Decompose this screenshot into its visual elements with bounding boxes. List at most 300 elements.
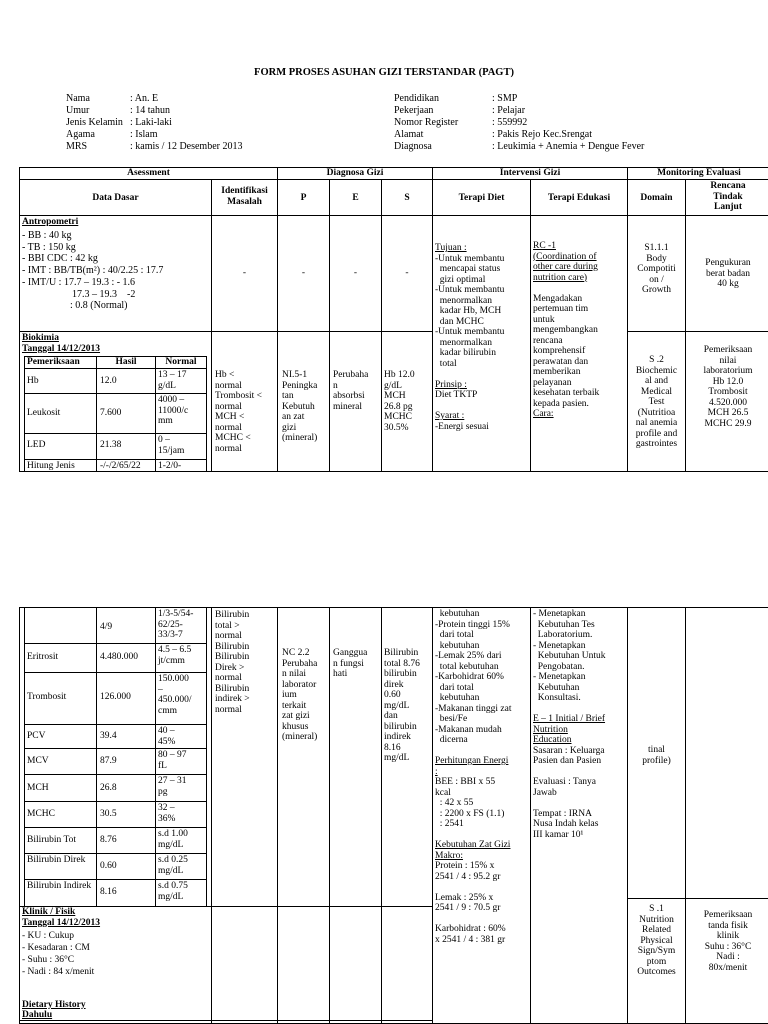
text-line: Sasaran : Keluarga xyxy=(533,745,605,756)
text-line: Test xyxy=(648,397,665,407)
text-line: Peningka xyxy=(282,380,318,391)
text-line: menormalkan xyxy=(435,337,492,348)
text-line: Hb 12.0 xyxy=(712,376,744,387)
patient-info-label: Pekerjaan xyxy=(394,105,434,116)
text-line: Growth xyxy=(641,285,672,295)
text-line: 80x/menit xyxy=(708,962,748,973)
text-line: -Makanan mudah xyxy=(435,724,502,735)
text-line: Perhitungan Energi xyxy=(435,756,509,766)
patient-info-value: : An. E xyxy=(130,93,159,104)
text-line: normal xyxy=(215,704,242,715)
text-line: - Menetapkan xyxy=(533,640,586,651)
text-line: – xyxy=(158,684,163,695)
text-line: Compotiti xyxy=(637,264,676,274)
header-monitoring: Monitoring Evaluasi xyxy=(657,168,741,178)
text-line: Kebutuhan xyxy=(533,682,580,693)
patient-info-label: Diagnosa xyxy=(394,141,432,152)
text-line: Hb < xyxy=(215,370,235,380)
header-s: S xyxy=(404,193,410,203)
text-line: tan xyxy=(282,391,294,401)
text-line: n xyxy=(333,380,338,391)
patient-info-label: Jenis Kelamin xyxy=(66,117,123,128)
text-line: normal xyxy=(215,422,242,433)
text-line xyxy=(533,798,606,809)
antropometri-line: 17.3 – 19.3 -2 xyxy=(72,288,136,300)
lab-name: MCHC xyxy=(27,809,55,819)
p2-p xyxy=(282,648,317,743)
text-line: s.d 0.25 xyxy=(158,855,188,865)
p2-terapi-edukasi xyxy=(533,609,606,840)
text-line: 32 – xyxy=(158,803,175,813)
text-line: 26.8 pg xyxy=(384,401,413,412)
lab-hasil: 12.0 xyxy=(100,376,117,386)
p1-rencana2 xyxy=(686,345,768,429)
text-line: -Makanan tinggi zat xyxy=(435,703,512,714)
text-line: normal xyxy=(215,673,242,683)
text-line: MCH 26.5 xyxy=(707,408,749,418)
text-line xyxy=(435,830,512,841)
text-line: total 8.76 xyxy=(384,658,420,669)
text-line: 45% xyxy=(158,736,176,747)
text-line: E – 1 Initial / Brief xyxy=(533,714,606,724)
text-line: : 42 x 55 xyxy=(435,798,474,808)
text-line: 450.000/ xyxy=(158,695,192,705)
text-line: kebutuhan xyxy=(435,693,480,703)
text-line: Mengadakan xyxy=(533,293,583,304)
text-line: Bilirubin xyxy=(215,683,250,694)
header-diagnosa: Diagnosa Gizi xyxy=(326,168,384,178)
text-line: -Lemak 25% dari xyxy=(435,651,502,661)
header-terapi-edukasi: Terapi Edukasi xyxy=(547,193,611,203)
text-line: ptom xyxy=(646,956,667,967)
text-line: Konsultasi. xyxy=(533,693,581,703)
lab-name: LED xyxy=(27,440,46,450)
text-line: Education xyxy=(533,735,572,745)
text-line: 4000 – xyxy=(158,395,185,405)
lab-hasil: 0.60 xyxy=(100,861,117,871)
p1-identifikasi xyxy=(215,370,262,454)
antro-e-dash: - xyxy=(353,268,358,278)
lab-hasil: 8.16 xyxy=(100,887,117,897)
text-line: Tindak xyxy=(713,191,743,202)
text-line: kcal xyxy=(435,787,451,798)
text-line: NC 2.2 xyxy=(282,648,310,658)
text-line: Trombosit xyxy=(708,387,748,397)
text-line: Laboratorium. xyxy=(533,630,593,640)
text-line: MCHC < xyxy=(215,433,251,443)
text-line xyxy=(435,882,512,893)
antropometri-line: - IMT/U : 17.7 – 19.3 : - 1.6 xyxy=(22,276,136,288)
lab-name: MCH xyxy=(27,783,49,793)
text-line: an zat xyxy=(282,412,305,422)
text-line: Direk > xyxy=(215,662,245,673)
text-line: (mineral) xyxy=(282,732,318,742)
p1-domain1 xyxy=(628,243,685,296)
text-line: Makro: xyxy=(435,850,463,861)
text-line: bilirubin xyxy=(384,669,417,679)
text-line: Body xyxy=(646,253,667,264)
lab-normal xyxy=(158,829,188,850)
text-line xyxy=(533,767,606,778)
lab-normal xyxy=(158,674,192,716)
text-line: 15/jam xyxy=(158,445,185,456)
patient-info-value: : SMP xyxy=(492,93,518,104)
lab-name: MCV xyxy=(27,756,49,766)
text-line: 40 kg xyxy=(717,279,739,289)
text-line: Bilirubin xyxy=(215,610,250,620)
text-line: Biochemic xyxy=(635,365,678,376)
text-line: Kebutuhan Untuk xyxy=(533,651,606,661)
text-line: s.d 1.00 xyxy=(158,829,188,839)
text-line xyxy=(435,401,504,412)
p1-s xyxy=(384,370,415,433)
text-line: zat gizi xyxy=(282,711,310,721)
text-line: 4.520.000 xyxy=(709,397,747,408)
header-intervensi: Intervensi Gizi xyxy=(499,168,561,178)
text-line: -Untuk membantu xyxy=(435,253,505,264)
antropometri-title: Antropometri xyxy=(22,217,79,227)
patient-info-value: : Leukimia + Anemia + Dengue Fever xyxy=(492,141,645,152)
text-line: total kebutuhan xyxy=(435,661,499,672)
lab-normal xyxy=(158,609,193,641)
text-line: dari total xyxy=(435,630,474,640)
text-line: Hb 12.0 xyxy=(384,370,415,380)
text-line: direk xyxy=(384,679,404,690)
dietary-history-title xyxy=(22,1000,86,1020)
text-line: laboratorium xyxy=(703,366,753,376)
text-line: on / xyxy=(649,274,664,285)
text-line: MCHC 29.9 xyxy=(704,418,752,429)
p1-terapi-edukasi xyxy=(533,241,599,420)
lab-head-pemeriksaan: Pemeriksaan xyxy=(27,357,80,367)
text-line: n nilai xyxy=(282,669,307,679)
text-line: S .1 xyxy=(649,904,664,914)
header-terapi-diet: Terapi Diet xyxy=(458,193,505,203)
text-line: mineral xyxy=(333,401,363,412)
lab-hasil: 39.4 xyxy=(100,731,117,741)
lab-normal xyxy=(158,726,175,747)
text-line: Pengukuran xyxy=(705,258,751,268)
lab-hasil: 126.000 xyxy=(100,692,131,702)
lab-normal xyxy=(158,395,188,427)
text-line: other care during xyxy=(533,262,598,272)
patient-info-label: Umur xyxy=(66,105,90,116)
lab-name: Eritrosit xyxy=(27,652,59,662)
antropometri-line: - BB : 40 kg xyxy=(22,230,72,241)
lab-hasil: 7.600 xyxy=(100,408,122,418)
text-line: gizi xyxy=(282,422,297,433)
lab-normal xyxy=(158,370,187,391)
header-p: P xyxy=(300,193,307,203)
text-line: nal anemia xyxy=(635,418,678,428)
text-line: Evaluasi : Tanya xyxy=(533,777,597,787)
text-line: Rencana xyxy=(710,181,746,191)
lab-normal xyxy=(158,435,184,456)
lab-normal xyxy=(158,750,187,771)
patient-info-label: MRS xyxy=(66,141,88,152)
lab-head-hasil: Hasil xyxy=(115,357,137,367)
text-line: pg xyxy=(158,786,168,797)
text-line: menormalkan xyxy=(435,295,492,306)
patient-info-value: : Pakis Rejo Kec.Srengat xyxy=(492,129,592,140)
text-line: kadar bilirubin xyxy=(435,348,496,358)
text-line: - Menetapkan xyxy=(533,672,586,682)
text-line: kebutuhan xyxy=(435,609,480,619)
text-line: Lanjut xyxy=(714,202,742,212)
antropometri-list xyxy=(22,230,163,312)
text-line: terkait xyxy=(282,700,307,711)
text-line: - Kesadaran : CM xyxy=(22,943,90,953)
text-line: 2541 / 9 : 70.5 gr xyxy=(435,903,501,913)
text-line: dan MCHC xyxy=(435,316,484,327)
text-line: pertemuan tim xyxy=(533,304,589,314)
text-line: - Suhu : 36°C xyxy=(22,955,75,965)
text-line: Nadi : xyxy=(716,952,740,962)
lab-hasil: 87.9 xyxy=(100,756,117,766)
lab-head-normal: Normal xyxy=(165,357,197,367)
text-line: RC -1 xyxy=(533,241,556,251)
text-line: perawatan dan xyxy=(533,356,589,367)
text-line: normal xyxy=(215,401,242,412)
text-line: x 2541 / 4 : 381 gr xyxy=(435,934,506,945)
patient-info-label: Nomor Register xyxy=(394,117,459,128)
text-line: 150.000 xyxy=(158,674,189,684)
text-line: mg/dL xyxy=(384,700,410,711)
text-line xyxy=(533,704,606,715)
text-line: Dietary History xyxy=(22,1000,86,1010)
patient-info-value: : Pelajar xyxy=(492,105,526,116)
text-line: Pengobatan. xyxy=(533,661,585,672)
text-line: -Protein tinggi 15% xyxy=(435,619,510,630)
header-domain: Domain xyxy=(640,193,673,203)
text-line: 80 – 97 xyxy=(158,750,187,760)
text-line: Kebutuhan Tes xyxy=(533,619,595,630)
lab-name: Bilirubin Direk xyxy=(27,855,86,865)
text-line: Tempat : IRNA xyxy=(533,808,592,819)
lab-normal xyxy=(158,803,175,824)
text-line: komprehensif xyxy=(533,346,586,356)
text-line: dicerna xyxy=(435,735,468,745)
patient-info-value: : 14 tahun xyxy=(130,105,170,116)
antro-identifikasi-dash: - xyxy=(242,268,247,278)
text-line: hati xyxy=(333,669,348,679)
text-line: NI.5-1 xyxy=(282,370,308,380)
text-line: Medical xyxy=(640,386,673,397)
patient-info-label: Nama xyxy=(66,93,90,104)
text-line: indirek > xyxy=(215,694,250,704)
text-line: MCH < xyxy=(215,412,245,422)
text-line: bilirubin xyxy=(384,721,417,732)
p1-terapi-diet xyxy=(435,243,504,432)
antro-s-dash: - xyxy=(405,268,409,278)
lab-name: Hb xyxy=(27,376,39,386)
text-line: gizi optimal xyxy=(435,274,486,285)
text-line: indirek xyxy=(384,732,411,742)
p2-domain2 xyxy=(628,904,685,978)
header-e: E xyxy=(352,193,359,203)
antropometri-line: - IMT : BB/TB(m²) : 40/2.25 : 17.7 xyxy=(22,265,164,277)
text-line: klinik xyxy=(716,931,740,941)
text-line: kebutuhan xyxy=(435,640,480,651)
text-line: Ganggua xyxy=(333,648,368,658)
text-line: memberikan xyxy=(533,367,581,377)
text-line: dan xyxy=(384,711,398,721)
header-identifikasi xyxy=(212,186,277,207)
text-line: berat badan xyxy=(705,268,751,279)
antropometri-line: - TB : 150 kg xyxy=(22,241,76,253)
lab-hasil: 8.76 xyxy=(100,835,117,845)
text-line: mg/dL xyxy=(158,839,184,850)
text-line: MCH xyxy=(384,391,406,401)
p2-rencana2 xyxy=(686,910,768,973)
text-line: Biokimia xyxy=(22,333,59,343)
text-line: tinal xyxy=(648,745,665,755)
text-line: -Untuk membantu xyxy=(435,285,505,295)
text-line: normal xyxy=(215,380,242,391)
lab-normal xyxy=(158,855,188,876)
text-line: kesehatan terbaik xyxy=(533,388,600,398)
text-line: Outcomes xyxy=(637,967,676,977)
text-line xyxy=(435,746,512,757)
patient-info-label: Agama xyxy=(66,129,95,140)
patient-info-value: : 559992 xyxy=(492,117,528,128)
lab-hasil: 21.38 xyxy=(100,440,122,450)
text-line: mm xyxy=(158,416,173,426)
text-line: normal xyxy=(215,443,242,454)
text-line: Diet TKTP xyxy=(435,390,478,400)
text-line: - KU : Cukup xyxy=(22,931,74,941)
text-line xyxy=(435,369,504,380)
p1-rencana1 xyxy=(686,258,768,290)
text-line: mg/dL xyxy=(384,753,410,763)
patient-info-value: : kamis / 12 Desember 2013 xyxy=(130,141,243,152)
text-line: 11000/c xyxy=(158,405,189,416)
text-line: total xyxy=(435,358,457,369)
text-line: -Untuk membantu xyxy=(435,327,505,337)
p2-s xyxy=(384,648,420,764)
text-line: Karbohidrat : 60% xyxy=(435,924,506,934)
text-line: 0 – xyxy=(158,435,170,445)
text-line: 13 – 17 xyxy=(158,370,187,380)
klinik-list xyxy=(22,930,94,978)
text-line: 62/25- xyxy=(158,619,183,630)
header-rencana xyxy=(686,181,768,213)
text-line: 27 – 31 xyxy=(158,776,187,786)
text-line: s.d 0.75 xyxy=(158,881,188,891)
text-line: 30.5% xyxy=(384,422,409,433)
p1-p xyxy=(282,370,317,444)
text-line: Related xyxy=(641,925,671,935)
text-line: Tanggal 14/12/2013 xyxy=(22,917,101,928)
lab-normal xyxy=(158,461,181,472)
lab-hasil: 4/9 xyxy=(100,622,113,632)
text-line: untuk xyxy=(533,314,555,325)
text-line: Masalah xyxy=(227,196,262,207)
text-line: mengembangkan xyxy=(533,325,598,335)
text-line: kepada pasien. xyxy=(533,398,589,409)
text-line: : xyxy=(435,766,438,777)
text-line: Nutrition xyxy=(639,914,674,925)
lab-normal xyxy=(158,645,191,666)
lab-normal xyxy=(158,881,188,902)
text-line: 33/3-7 xyxy=(158,630,183,640)
text-line: - Nadi : 84 x/menit xyxy=(22,967,95,977)
text-line: : 2200 x FS (1.1) xyxy=(435,808,505,819)
p2-identifikasi xyxy=(215,610,250,715)
text-line: 2541 / 4 : 95.2 gr xyxy=(435,871,501,882)
text-line: Pemeriksaan xyxy=(703,345,753,355)
text-line: total > xyxy=(215,620,240,631)
text-line: nilai xyxy=(719,355,737,366)
text-line: S1.1.1 xyxy=(644,243,669,253)
text-line: BEE : BBI x 55 xyxy=(435,777,496,787)
text-line: Tanggal 14/12/2013 xyxy=(22,343,101,354)
antro-p-dash: - xyxy=(301,268,306,278)
text-line: al and xyxy=(645,376,668,386)
text-line: Suhu : 36°C xyxy=(704,941,752,952)
lab-hasil: 4.480.000 xyxy=(100,652,138,662)
text-line: -Karbohidrat 60% xyxy=(435,672,504,682)
text-line: Klinik / Fisik xyxy=(22,907,76,917)
text-line: absorbsi xyxy=(333,391,365,401)
text-line: - Menetapkan xyxy=(533,609,586,619)
text-line: Tujuan : xyxy=(435,243,467,253)
text-line: pelayanan xyxy=(533,377,572,388)
text-line: tanda fisik xyxy=(708,920,748,931)
biokimia-title xyxy=(22,333,100,354)
antropometri-line: : 0.8 (Normal) xyxy=(70,300,128,312)
text-line: Nusa Indah kelas xyxy=(533,819,599,829)
text-line: Bilirubin xyxy=(215,641,250,652)
text-line: mencapai status xyxy=(435,264,501,274)
lab-name: PCV xyxy=(27,731,46,741)
text-line: 0.60 xyxy=(384,690,401,700)
text-line: Trombosit < xyxy=(215,391,262,401)
text-line: dari total xyxy=(435,682,474,693)
text-line: mg/dL xyxy=(158,865,184,876)
text-line: (Coordination of xyxy=(533,251,597,262)
antropometri-line: - BBI CDC : 42 kg xyxy=(22,253,98,265)
text-line: 36% xyxy=(158,813,176,824)
text-line: ium xyxy=(282,690,297,700)
text-line: Kebutuhan Zat Gizi xyxy=(435,840,511,850)
text-line: jt/cmm xyxy=(158,655,185,666)
text-line: MCHC xyxy=(384,412,412,422)
text-line: 1/3-5/54- xyxy=(158,609,194,619)
lab-name: Bilirubin Tot xyxy=(27,835,77,845)
text-line: Protein : 15% x xyxy=(435,861,495,871)
lab-name: Trombosit xyxy=(27,692,67,702)
p2-domain1 xyxy=(628,745,685,766)
lab-hasil: 26.8 xyxy=(100,783,117,793)
text-line: S .2 xyxy=(649,355,664,365)
form-title: FORM PROSES ASUHAN GIZI TERSTANDAR (PAGT) xyxy=(254,67,514,78)
text-line: (mineral) xyxy=(282,433,318,443)
text-line: n fungsi xyxy=(333,658,364,669)
text-line: gastrointes xyxy=(635,439,678,449)
text-line: Bilirubin xyxy=(384,648,419,658)
text-line: laborator xyxy=(282,679,317,690)
text-line: 1-2/0- xyxy=(158,461,182,471)
p1-domain2 xyxy=(628,355,685,450)
lab-name: Bilirubin Indirek xyxy=(27,881,92,891)
text-line: profile) xyxy=(642,755,671,766)
text-line: g/dL xyxy=(384,380,402,391)
text-line: Dahulu xyxy=(22,1010,53,1020)
text-line: mg/dL xyxy=(158,891,184,902)
p2-terapi-diet xyxy=(435,609,512,945)
lab-hasil: 30.5 xyxy=(100,809,117,819)
